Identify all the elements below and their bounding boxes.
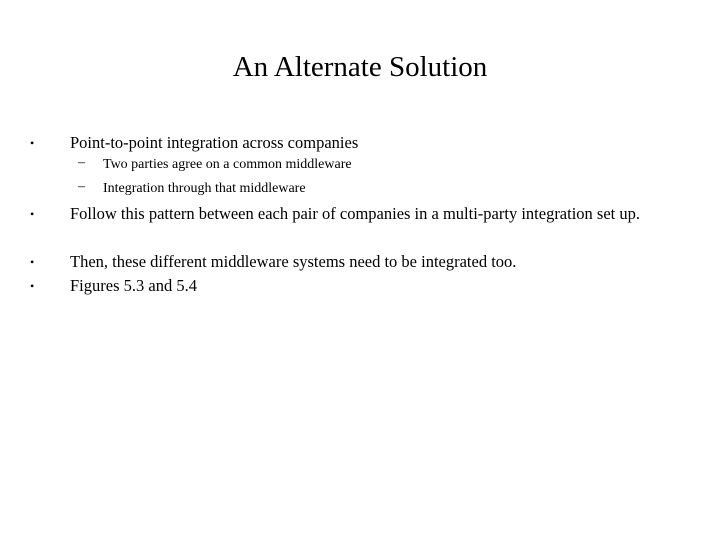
bullet-marker: • [30, 207, 35, 221]
bullet-marker: • [30, 136, 35, 150]
bullet-marker: • [30, 279, 35, 293]
bullet-text: Point-to-point integration across companies [70, 133, 359, 152]
sub-item-marker: – [78, 155, 85, 170]
bullet-marker: • [30, 255, 35, 269]
slide-title: An Alternate Solution [232, 51, 488, 83]
bullet-text: Follow this pattern between each pair of companies in a multi-party integration set up. [70, 204, 641, 223]
sub-item-text: Integration through that middleware [103, 181, 306, 196]
sub-item-text: Two parties agree on a common middleware [103, 157, 352, 172]
bullet-text: Then, these different middleware systems need to be integrated too. [70, 252, 517, 271]
sub-item-marker: – [78, 179, 85, 194]
bullet-text: Figures 5.3 and 5.4 [70, 276, 197, 295]
